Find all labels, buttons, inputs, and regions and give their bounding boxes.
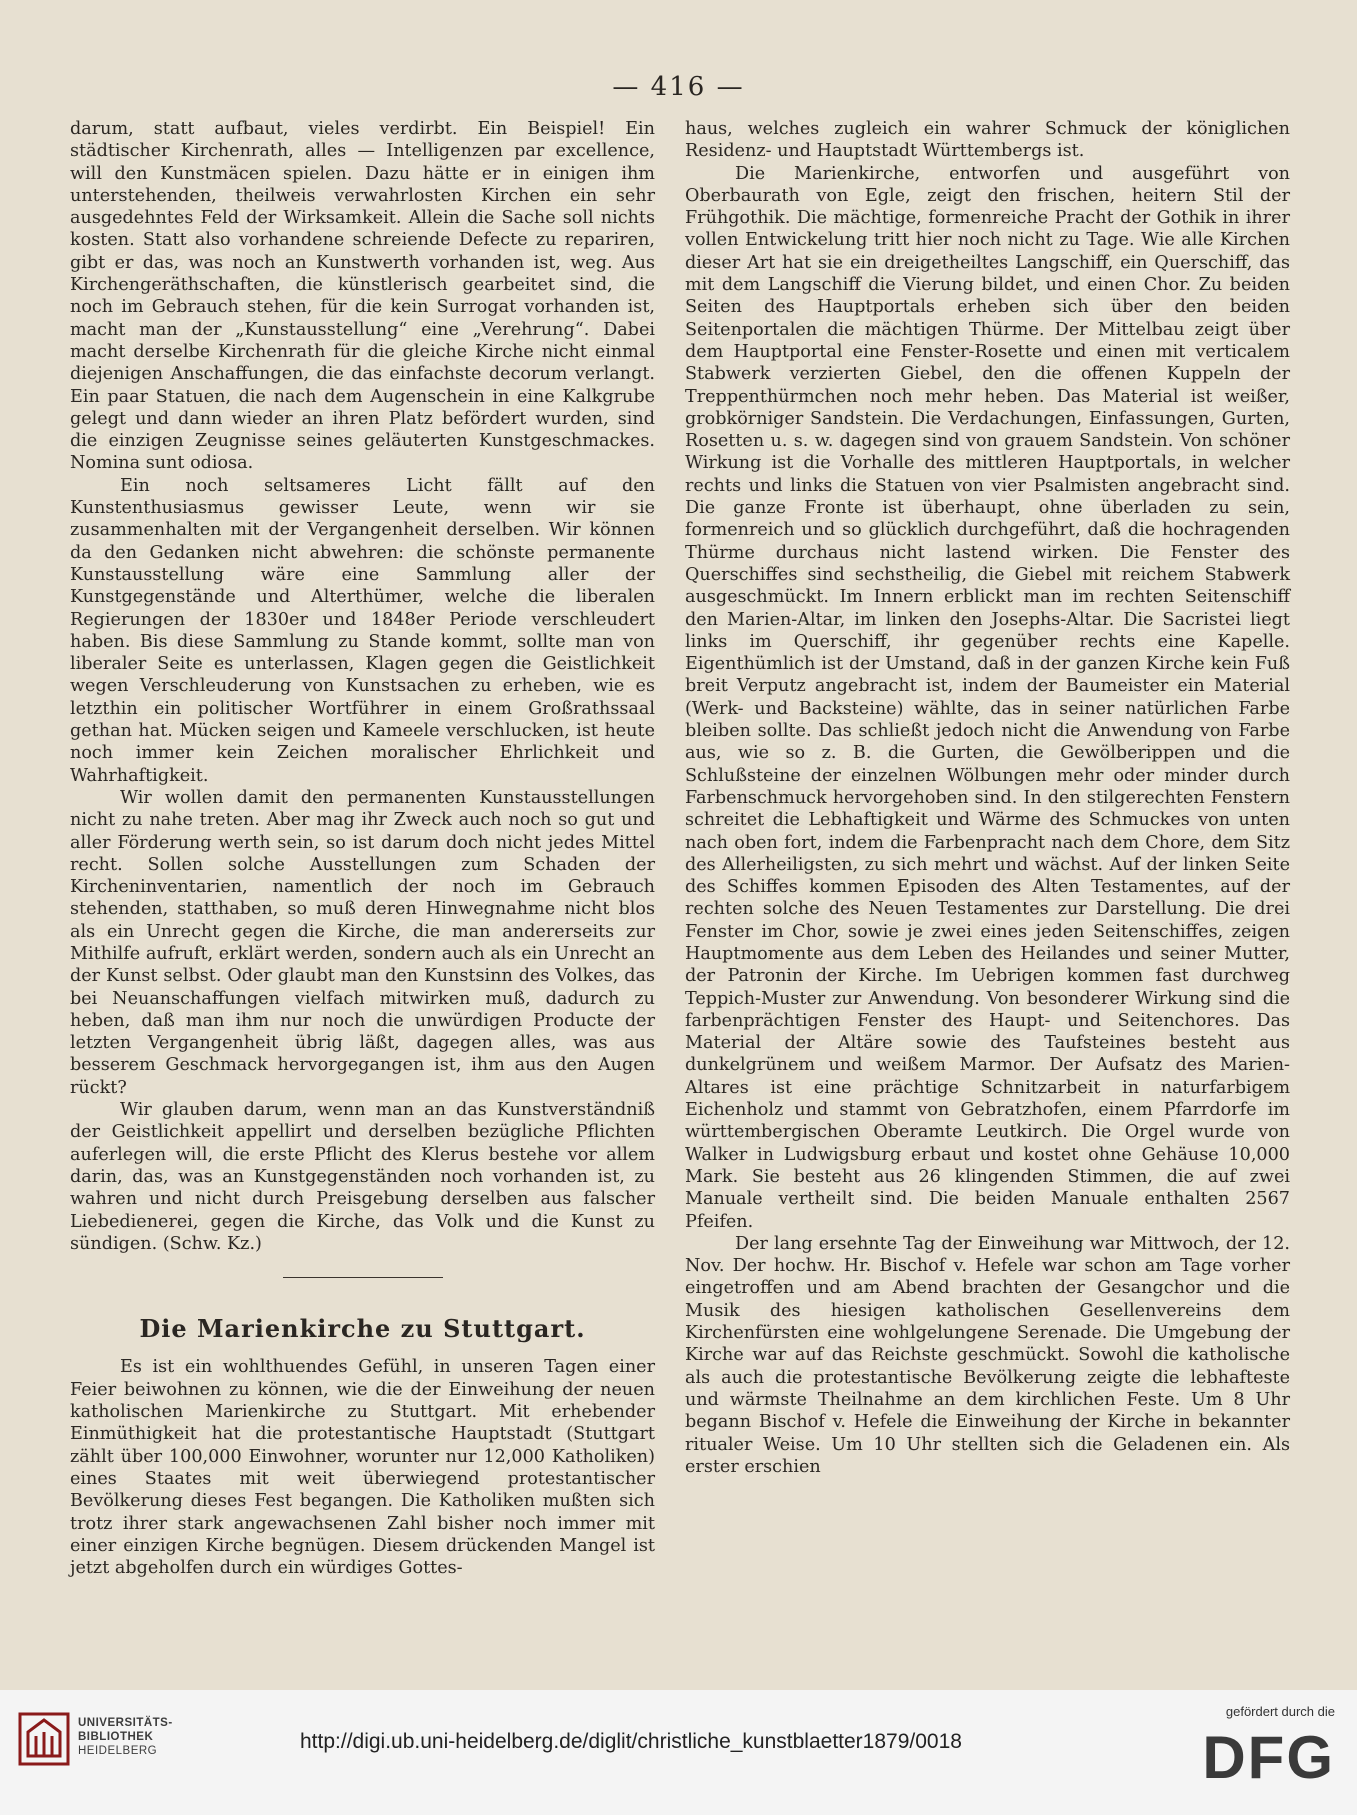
paragraph: Ein noch seltsameres Licht fällt auf den Kunstenthusiasmus gewisser Leute, wenn wir sie zusammenhalten mit der Vergangenheit derselben. Wir können da den Gedanken nicht abwehren: die schönste permanente Kunstausstellung wäre eine Sammlung aller der Kunstgegenstände und Alterthümer, welche die liberalen Regierungen der 1830er und 1848er Periode verschleudert haben. Bis diese Sammlung zu Stande kommt, sollte man von liberaler Seite es unterlassen, Klagen gegen die Geistlichkeit wegen Verschleuderung von Kunstsachen zu erheben, wie es letzthin ein politischer Wortführer in einem Großrathssaal gethan hat. Mücken seigen und Kameele verschlucken, ist heute noch immer kein Zeichen moralischer Ehrlichkeit und Wahrhaftigkeit. <box>70 475 655 786</box>
dfg-logo[interactable] <box>1145 1704 1335 1804</box>
dfg-wordmark: DFG <box>1202 1724 1335 1791</box>
paragraph: darum, statt aufbaut, vieles verdirbt. Ein Beispiel! Ein städtischer Kirchenrath, alles — Intelligenzen par excellence, will den Kunstmäcen spielen. Dazu hätte er in einigen ihm unterstehenden, theilweis verwahrlosten Kirchen ein sehr ausgedehntes Feld der Wirksamkeit. Allein die Sache soll nichts kosten. Statt also vorhandene schreiende Defecte zu repariren, gibt er das, was noch an Kunstwerth vorhanden ist, weg. Aus Kirchengeräthschaften, die künstlerisch gearbeitet sind, die noch im Gebrauch stehen, für die kein Surrogat vorhanden ist, macht man der „Kunstausstellung“ eine „Verehrung“. Dabei macht derselbe Kirchenrath für die gleiche Kirche nicht einmal diejenigen Anschaffungen, die das einfachste decorum verlangt. Ein paar Statuen, die nach dem Augenschein in eine Kalkgrube gelegt und dann wieder an ihren Platz befördert wurden, sind die einzigen Zeugnisse seines geläuterten Kunstgeschmackes. Nomina sunt odiosa. <box>70 119 655 474</box>
funding-caption: gefördert durch die <box>1225 1704 1335 1719</box>
paragraph: Wir glauben darum, wenn man an das Kunstverständniß der Geistlichkeit appellirt und derselben bezügliche Pflichten auferlegen will, die erste Pflicht des Klerus bestehe vor allem darin, das, was an Kunstgegenständen noch vorhanden ist, zu wahren und nicht durch Preisgebung derselben aus falscher Liebedienerei, gegen die Kirche, das Volk und die Kunst zu sündigen. (Schw. Kz.) <box>70 1100 655 1254</box>
source-url-link[interactable]: http://digi.ub.uni-heidelberg.de/diglit/christliche_kunstblaetter1879/0018 <box>300 1730 962 1753</box>
library-seal-icon <box>18 1712 70 1766</box>
page-number: — 416 — <box>612 72 745 102</box>
section-divider <box>283 1277 443 1278</box>
paragraph: Die Marienkirche, entworfen und ausgeführt von Oberbaurath von Egle, zeigt den frischen, heitern Stil der Frühgothik. Die mächtige, formenreiche Pracht der Gothik in ihrer vollen Entwickelung tritt hier noch nicht zu Tage. Wie alle Kirchen dieser Art hat sie ein dreigetheiltes Langschiff, ein Querschiff, das mit dem Langschiff die Vierung bildet, und einen Chor. Zu beiden Seiten des Hauptportals erheben sich über den beiden Seitenportalen die mächtigen Thürme. Der Mittelbau zeigt über dem Hauptportal eine Fenster-Rosette und einen mit verticalem Stabwerk verzierten Giebel, den die offenen Kuppeln der Treppenthürmchen noch mehr heben. Das Material ist weißer, grobkörniger Sandstein. Die Verdachungen, Einfassungen, Gurten, Rosetten u. s. w. dagegen sind von grauem Sandstein. Von schöner Wirkung ist die Vorhalle des mittleren Hauptportals, in welcher rechts und links die Statuen von vier Psalmisten angebracht sind. Die ganze Fronte ist überhaupt, ohne überladen zu sein, formenreich und so glücklich durchgeführt, daß die hochragenden Thürme durchaus nicht lastend wirken. Die Fenster des Querschiffes sind sechstheilig, die Giebel mit reichem Stabwerk ausgeschmückt. Im Innern erblickt man im rechten Seitenschiff den Marien-Altar, im linken den Josephs-Altar. Die Sacristei liegt links im Querschiff, ihr gegenüber rechts eine Kapelle. Eigenthümlich ist der Umstand, daß in der ganzen Kirche kein Fuß breit Verputz angebracht ist, indem der Baumeister ein Material (Werk- und Backsteine) wählte, das in seiner natürlichen Farbe bleiben sollte. Das schließt jedoch nicht die Anwendung von Farbe aus, wie so z. B. die Gurten, die Gewölberippen und die Schlußsteine der einzelnen Wölbungen mehr oder minder durch Farbenschmuck hervorgehoben sind. In den stilgerechten Fenstern schreitet die Lebhaftigkeit und Wärme des Schmuckes von unten nach oben fort, indem die Farbenpracht nach dem Chore, dem Sitz des Allerheiligsten, zu sich mehrt und wächst. Auf der linken Seite des Schiffes kommen Episoden des Alten Testamentes, auf der rechten solche des Neuen Testamentes zur Darstellung. Die drei Fenster im Chor, sowie je zwei eines jeden Seitenschiffes, zeigen Hauptmomente aus dem Leben des Heilandes und seiner Mutter, der Patronin der Kirche. Im Uebrigen kommen fast durchweg Teppich-Muster zur Anwendung. Von besonderer Wirkung sind die farbenprächtigen Fenster des Haupt- und Seitenchores. Das Material der Altäre sowie des Taufsteines besteht aus dunkelgrünem und weißem Marmor. Der Aufsatz des Marien-Altares ist eine prächtige Schnitzarbeit in naturfarbigem Eichenholz und stammt von Gebratzhofen, einem Pfarrdorfe im württembergischen Oberamte Leutkirch. Die Orgel wurde von Walker in Ludwigsburg erbaut und kostet ohne Gehäuse 10,000 Mark. Sie besteht aus 26 klingenden Stimmen, die auf zwei Manuale vertheilt sind. Die beiden Manuale enthalten 2567 Pfeifen. <box>685 163 1290 1232</box>
paragraph: Wir wollen damit den permanenten Kunstausstellungen nicht zu nahe treten. Aber mag ihr Zweck auch noch so gut und aller Förderung werth sein, so ist darum doch nicht jedes Mittel recht. Sollen solche Ausstellungen zum Schaden der Kircheninventarien, namentlich der noch im Gebrauch stehenden, statthaben, so muß deren Hinwegnahme nicht blos als ein Unrecht gegen die Kirche, die man andererseits zur Mithilfe aufruft, erklärt werden, sondern auch als ein Unrecht an der Kunst selbst. Oder glaubt man den Kunstsinn des Volkes, das bei Neuanschaffungen vielfach mitwirken muß, dadurch zu heben, daß man ihm nur noch die unwürdigen Producte der letzten Vergangenheit übrig läßt, dagegen alles, was aus besserem Geschmack hervorgegangen ist, ihm aus den Augen rückt? <box>70 787 655 1098</box>
library-line-1: UNIVERSITÄTS- <box>78 1717 173 1729</box>
paragraph: haus, welches zugleich ein wahrer Schmuck der königlichen Residenz- und Hauptstadt Württembergs ist. <box>685 119 1290 162</box>
paragraph: Es ist ein wohlthuendes Gefühl, in unseren Tagen einer Feier beiwohnen zu können, wie die der Einweihung der neuen katholischen Marienkirche zu Stuttgart. Mit erhebender Einmüthigkeit hat die protestantische Hauptstadt (Stuttgart zählt über 100,000 Einwohner, worunter nur 12,000 Katholiken) eines Staates mit weit überwiegend protestantischer Bevölkerung dieses Fest begangen. Die Katholiken mußten sich trotz ihrer stark angewachsenen Zahl bisher noch immer mit einer einzigen Kirche begnügen. Diesem drückenden Mangel ist jetzt abgeholfen durch ein würdiges Gottes- <box>70 1357 655 1579</box>
left-column <box>70 118 655 1579</box>
library-line-3: HEIDELBERG <box>78 1745 158 1757</box>
library-logo[interactable] <box>18 1708 208 1798</box>
library-line-2: BIBLIOTHEK <box>78 1731 154 1743</box>
article-heading: Die Marienkirche zu Stuttgart. <box>139 1314 586 1344</box>
viewer-footer <box>0 1690 1357 1815</box>
library-name <box>78 1716 173 1758</box>
paragraph: Der lang ersehnte Tag der Einweihung war Mittwoch, der 12. Nov. Der hochw. Hr. Bischof v. Hefele war schon am Tage vorher eingetroffen und am Abend brachten der Gesangchor und die Musik des hiesigen katholischen Gesellenvereins dem Kirchenfürsten eine wohlgelungene Serenade. Die Umgebung der Kirche war auf das Reichste geschmückt. Sowohl die katholische als auch die protestantische Bevölkerung zeigte die lebhafteste und wärmste Theilnahme an dem kirchlichen Feste. Um 8 Uhr begann Bischof v. Hefele die Einweihung der Kirche in bekannter ritualer Weise. Um 10 Uhr stellten sich die Geladenen ein. Als erster erschien <box>685 1233 1290 1477</box>
right-column <box>685 118 1290 1478</box>
